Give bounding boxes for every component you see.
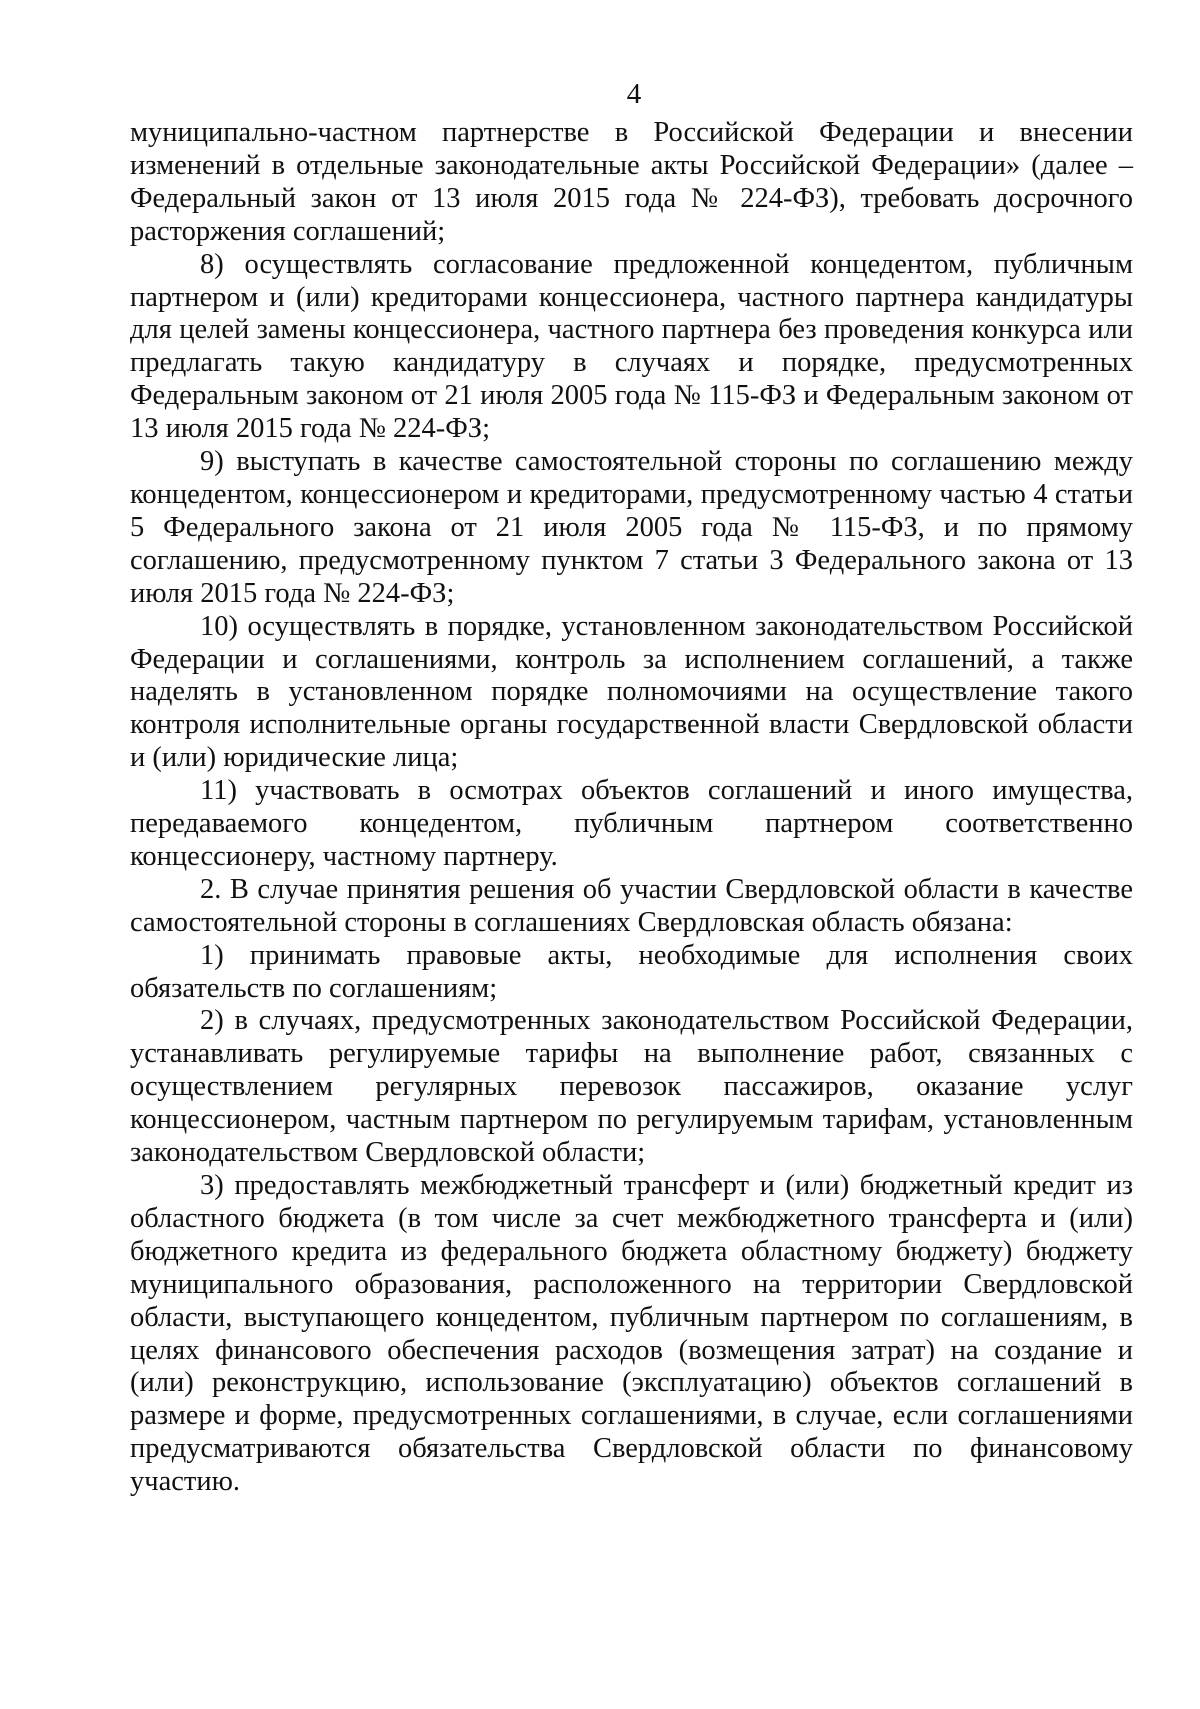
paragraph-obligation-1: 1) принимать правовые акты, необходимые для исполнения своих обязательств по соглашениям;	[130, 939, 1133, 1004]
paragraph-item-8: 8) осуществлять согласование предложенной концедентом, публичным партнером и (или) кредиторами концессионера, частного партнера кандидатуры для целей замены концессионера, частного партнера без проведения конкурса или предлагать такую кандидатуру в случаях и порядке, предусмотренных Федеральным законом от 21 июля 2005 года № 115-ФЗ и Федеральным законом от 13 июля 2015 года № 224-ФЗ;	[130, 248, 1133, 445]
paragraph-item-11: 11) участвовать в осмотрах объектов соглашений и иного имущества, передаваемого концедентом, публичным партнером соответственно концессионеру, частному партнеру.	[130, 775, 1133, 872]
paragraph-obligation-3: 3) предоставлять межбюджетный трансферт и (или) бюджетный кредит из областного бюджета (в том числе за счет межбюджетного трансферта и (или) бюджетного кредита из федерального бюджета областному бюджету) бюджету муниципального образования, расположенного на территории Свердловской области, выступающего концедентом, публичным партнером по соглашениям, в целях финансового обеспечения расходов (возмещения затрат) на создание и (или) реконструкцию, использование (эксплуатацию) объектов соглашений в размере и форме, предусмотренных соглашениями, в случае, если соглашениями предусматриваются обязательства Свердловской области по финансовому участию.	[130, 1170, 1133, 1498]
paragraph-obligation-2: 2) в случаях, предусмотренных законодательством Российской Федерации, устанавливать регулируемые тарифы на выполнение работ, связанных с осуществлением регулярных перевозок пассажиров, оказание услуг концессионером, частным партнером по регулируемым тарифам, установленным законодательством Свердловской области;	[130, 1005, 1133, 1169]
paragraph-section-2: 2. В случае принятия решения об участии Свердловской области в качестве самостоятельной стороны в соглашениях Свердловская область обязана:	[130, 873, 1133, 938]
paragraph-item-10: 10) осуществлять в порядке, установленном законодательством Российской Федерации и соглашениями, контроль за исполнением соглашений, а также наделять в установленном порядке полномочиями на осуществление такого контроля исполнительные органы государственной власти Свердловской области и (или) юридические лица;	[130, 610, 1133, 774]
document-body	[130, 117, 1133, 1499]
page-number: 4	[626, 78, 642, 110]
paragraph-continuation: муниципально-частном партнерстве в Российской Федерации и внесении изменений в отдельные законодательные акты Российской Федерации» (далее – Федеральный закон от 13 июля 2015 года № 224-ФЗ), требовать досрочного расторжения соглашений;	[130, 117, 1133, 247]
paragraph-item-9: 9) выступать в качестве самостоятельной стороны по соглашению между концедентом, концессионером и кредиторами, предусмотренному частью 4 статьи 5 Федерального закона от 21 июля 2005 года № 115-ФЗ, и по прямому соглашению, предусмотренному пунктом 7 статьи 3 Федерального закона от 13 июля 2015 года № 224-ФЗ;	[130, 446, 1133, 609]
